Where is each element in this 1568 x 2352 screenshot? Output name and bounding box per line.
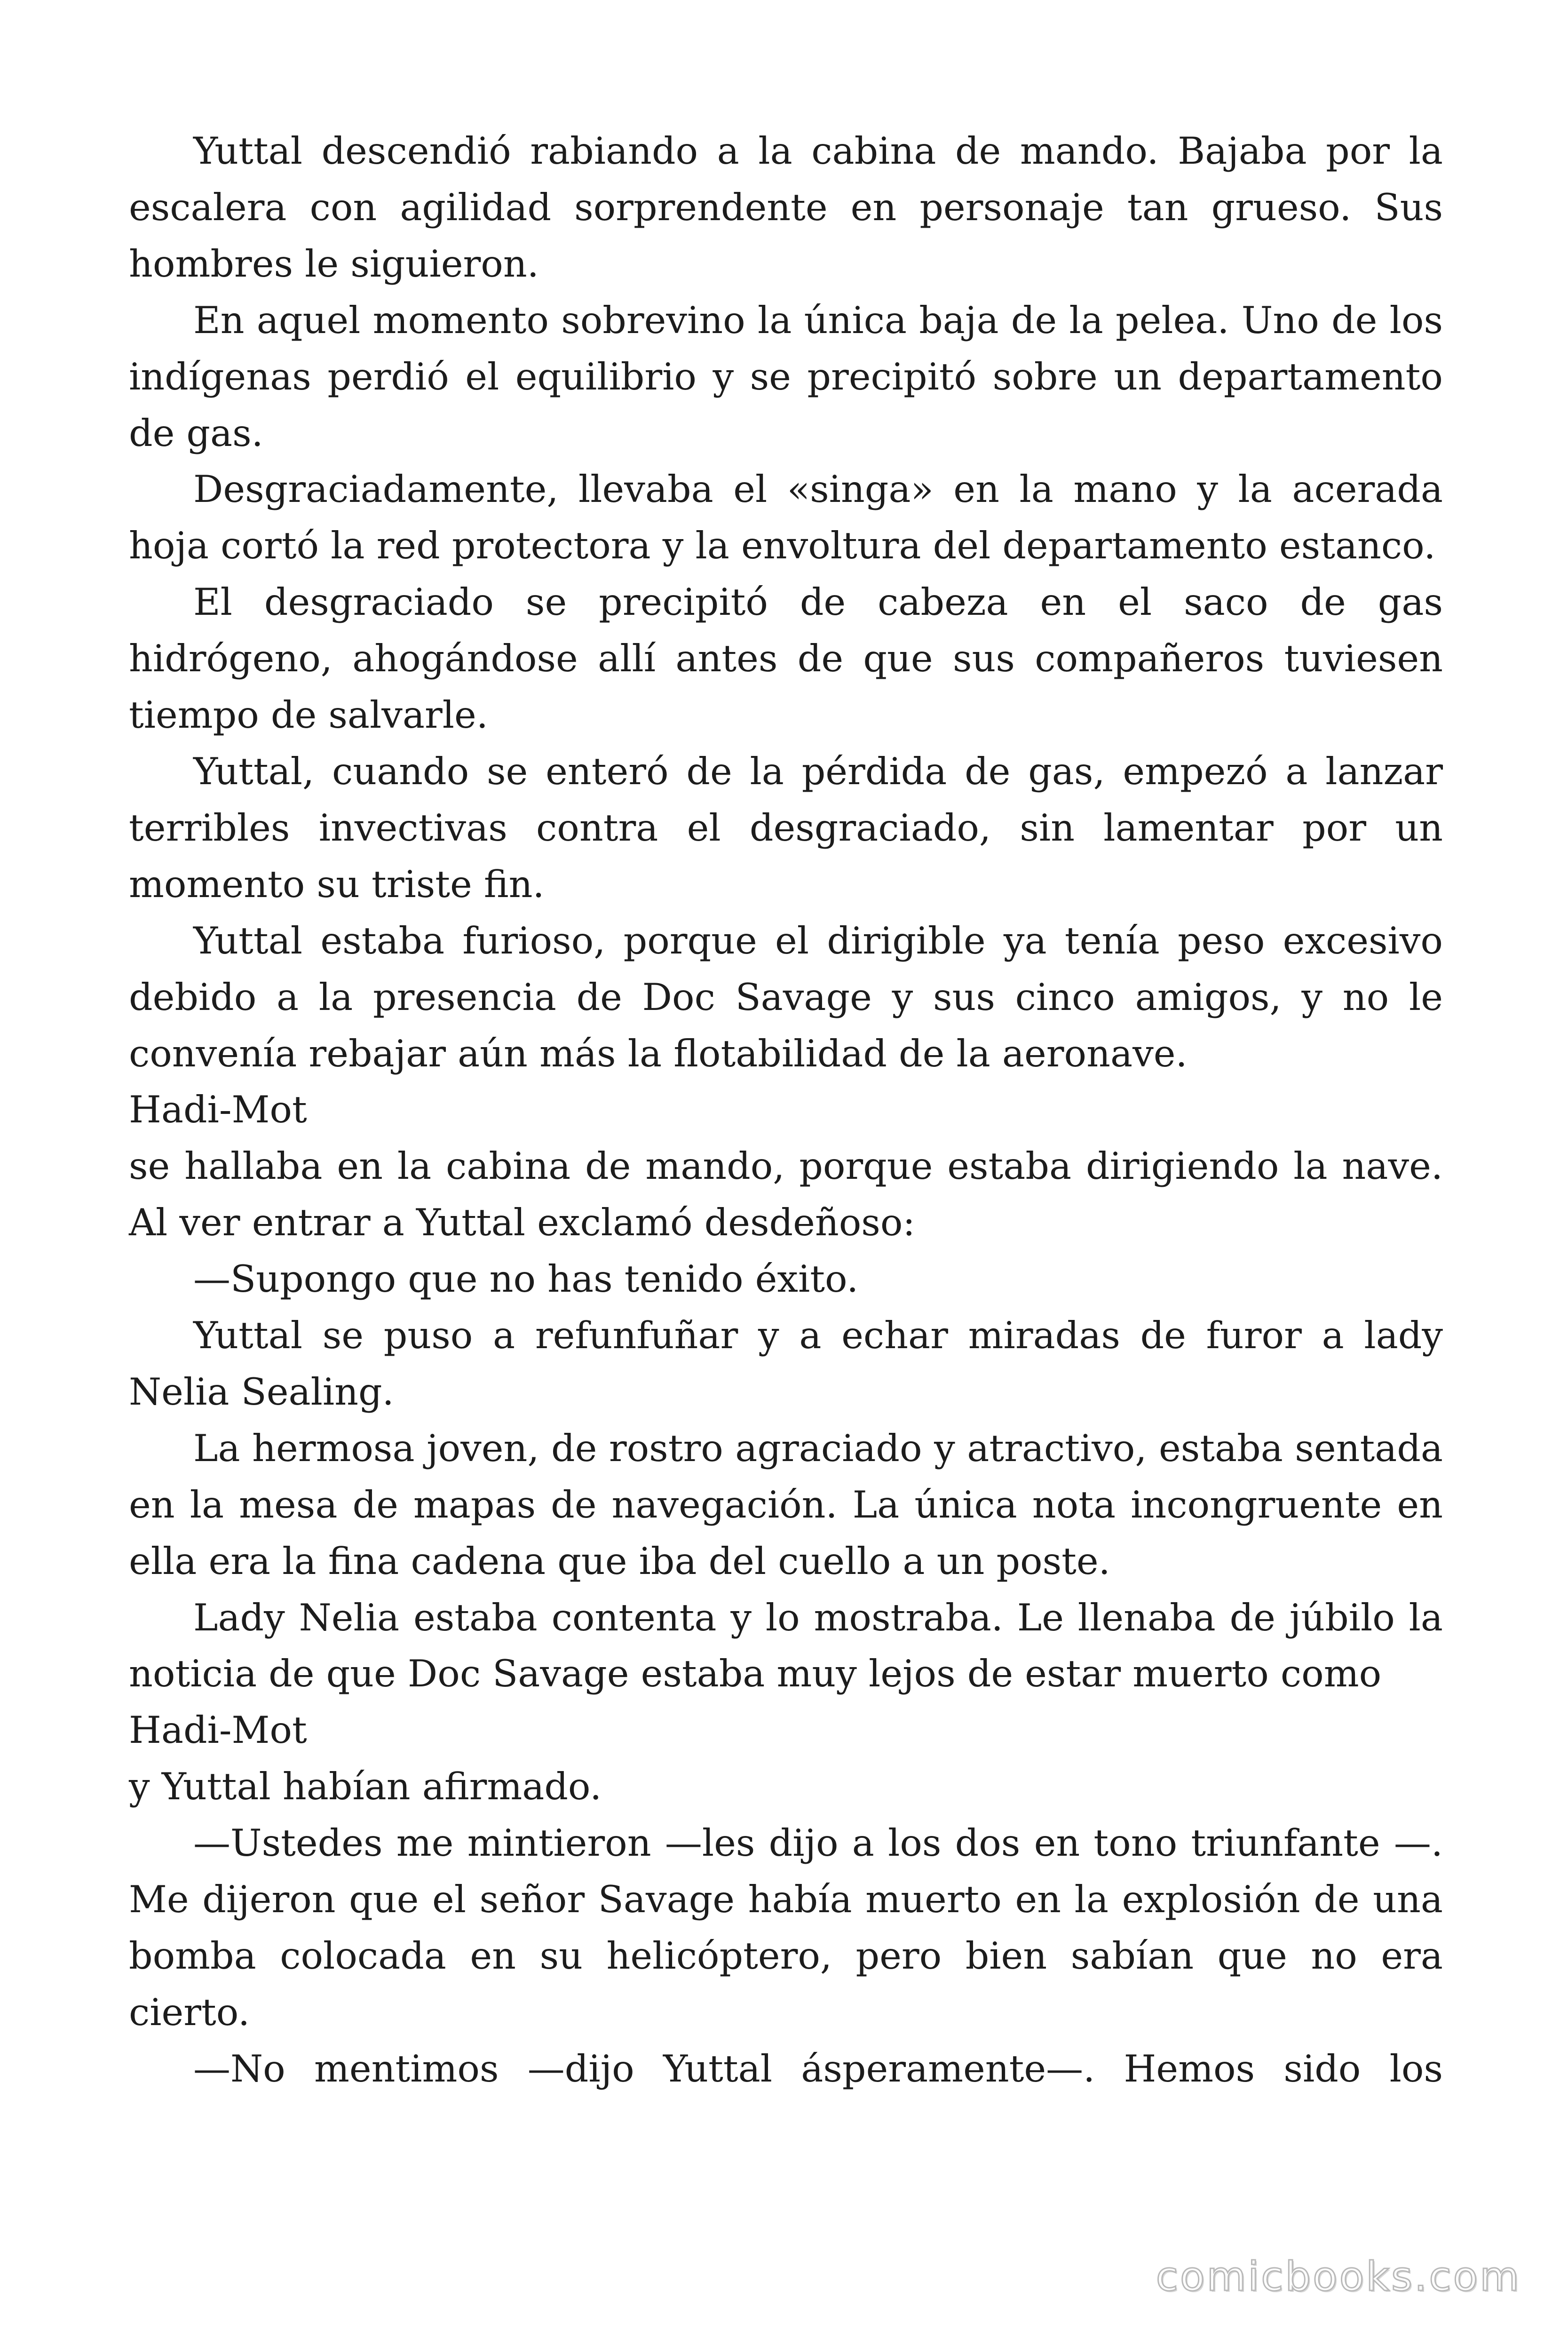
paragraph-9: —Supongo que no has tenido éxito. — [193, 1257, 859, 1301]
paragraph-2: En aquel momento sobrevino la única baja de la pelea. Uno de los indígenas perdió el equilibrio y se precipitó sobre un departamento de gas. — [129, 298, 1443, 455]
paragraph-6: Yuttal estaba furioso, porque el dirigible ya tenía peso excesivo debido a la presencia de Doc Savage y sus cinco amigos, y no le convenía rebajar aún más la flotabilidad de la aeronave. — [129, 919, 1443, 1075]
paragraph-5: Yuttal, cuando se enteró de la pérdida de gas, empezó a lanzar terribles invectivas contra el desgraciado, sin lamentar por un momento su triste fin. — [129, 749, 1443, 906]
paragraph-14: y Yuttal habían afirmado. — [129, 1765, 602, 1809]
paragraph-4: El desgraciado se precipitó de cabeza en el saco de gas hidrógeno, ahogándose allí antes de que sus compañeros tuviesen tiempo de salvarle. — [129, 580, 1443, 737]
paragraph-13: Hadi-Mot — [129, 1708, 307, 1752]
paragraph-12: Lady Nelia estaba contenta y lo mostraba. Le llenaba de júbilo la noticia de que Doc Savage estaba muy lejos de estar muerto como — [129, 1596, 1443, 1696]
paragraph-15: —Ustedes me mintieron —les dijo a los dos en tono triunfante —. Me dijeron que el señor Savage había muerto en la explosión de una bomba colocada en su helicóptero, pero bien sabían que no era cierto. — [129, 1821, 1443, 2034]
watermark-logo: comicbooks.com — [1156, 2253, 1521, 2300]
paragraph-7: Hadi-Mot — [129, 1088, 307, 1132]
paragraph-11: La hermosa joven, de rostro agraciado y atractivo, estaba sentada en la mesa de mapas de navegación. La única nota incongruente en ella era la fina cadena que iba del cuello a un poste. — [129, 1426, 1443, 1583]
paragraph-8: se hallaba en la cabina de mando, porque estaba dirigiendo la nave. Al ver entrar a Yuttal exclamó desdeñoso: — [129, 1144, 1443, 1245]
paragraph-10: Yuttal se puso a refunfuñar y a echar miradas de furor a lady Nelia Sealing. — [129, 1314, 1443, 1414]
paragraph-1: Yuttal descendió rabiando a la cabina de mando. Bajaba por la escalera con agilidad sorprendente en personaje tan grueso. Sus hombres le siguieron. — [129, 129, 1443, 286]
book-page — [129, 123, 1443, 2098]
paragraph-3: Desgraciadamente, llevaba el «singa» en la mano y la acerada hoja cortó la red protectora y la envoltura del departamento estanco. — [129, 468, 1443, 568]
paragraph-16: —No mentimos —dijo Yuttal ásperamente—. Hemos sido los — [193, 2047, 1443, 2090]
